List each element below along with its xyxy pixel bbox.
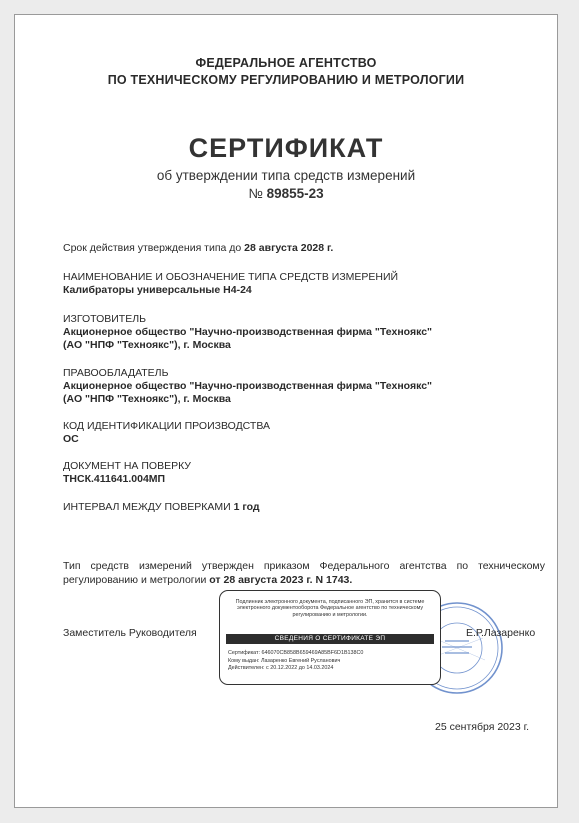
verification-doc-section [63, 460, 543, 486]
number-value: 89855-23 [266, 186, 324, 201]
id-code-section [63, 420, 543, 446]
interval-label: ИНТЕРВАЛ МЕЖДУ ПОВЕРКАМИ [63, 501, 231, 513]
type-name-section [63, 271, 543, 297]
electronic-signature-box [219, 590, 441, 685]
interval-line [63, 501, 543, 514]
esig-validity: Действителен: с 20.12.2022 до 14.03.2024 [228, 665, 334, 672]
manufacturer-label: ИЗГОТОВИТЕЛЬ [63, 313, 147, 325]
esig-certificate: Сертификат: 646070CB858B659469A85BF6D1B138C0 [228, 650, 364, 656]
manufacturer-line-1: Акционерное общество "Научно-производственная фирма "Техноякс" [63, 326, 433, 338]
type-name-label: НАИМЕНОВАНИЕ И ОБОЗНАЧЕНИЕ ТИПА СРЕДСТВ ИЗМЕРЕНИЙ [63, 271, 399, 283]
holder-label: ПРАВООБЛАДАТЕЛЬ [63, 367, 169, 379]
agency-line-1: ФЕДЕРАЛЬНОЕ АГЕНТСТВО [195, 56, 377, 70]
order-paragraph [63, 559, 545, 587]
verification-doc-label: ДОКУМЕНТ НА ПОВЕРКУ [63, 460, 191, 472]
validity-value: 28 августа 2028 г. [244, 242, 334, 254]
certificate-sheet [14, 14, 558, 808]
id-code-value: ОС [63, 433, 79, 445]
holder-line-1: Акционерное общество "Научно-производственная фирма "Техноякс" [63, 380, 433, 392]
manufacturer-section [63, 313, 543, 352]
signer-position: Заместитель Руководителя [63, 627, 197, 639]
certificate-title: СЕРТИФИКАТ [188, 133, 384, 163]
validity-line [63, 242, 543, 255]
id-code-label: КОД ИДЕНТИФИКАЦИИ ПРОИЗВОДСТВА [63, 420, 270, 432]
esig-note: Подлинник электронного документа, подписанного ЭП, хранится в системе электронного документооборота Федеральное агентство по техническому регулированию и метрологии. [235, 599, 425, 618]
interval-value: 1 год [233, 501, 260, 513]
holder-line-2: (АО "НПФ "Техноякс"), г. Москва [63, 393, 231, 405]
esig-issued-to: Кому выдан: Лазаренко Евгений Русланович [228, 657, 341, 664]
verification-doc-value: ТНСК.411641.004МП [63, 473, 166, 485]
order-date: от 28 августа 2023 г. [209, 574, 313, 586]
number-prefix: № [248, 186, 263, 201]
type-name-value: Калибраторы универсальные Н4-24 [63, 284, 252, 296]
certificate-subtitle: об утверждении типа средств измерений [156, 168, 416, 183]
signature-date: 25 сентября 2023 г. [435, 721, 530, 733]
order-number: N 1743. [315, 574, 353, 586]
esig-band: СВЕДЕНИЯ О СЕРТИФИКАТЕ ЭП [226, 634, 434, 644]
validity-label: Срок действия утверждения типа до [63, 242, 242, 254]
esig-details [228, 650, 363, 673]
manufacturer-line-2: (АО "НПФ "Техноякс"), г. Москва [63, 339, 231, 351]
agency-line-2: ПО ТЕХНИЧЕСКОМУ РЕГУЛИРОВАНИЮ И МЕТРОЛОГИИ [107, 73, 465, 87]
agency-header [15, 55, 557, 89]
order-text: Тип средств измерений утвержден приказом Федерального агентства по техническому регулированию и метрологии [63, 560, 545, 586]
holder-section [63, 367, 543, 406]
certificate-number [15, 186, 557, 201]
signer-name: Е.Р.Лазаренко [466, 627, 536, 639]
